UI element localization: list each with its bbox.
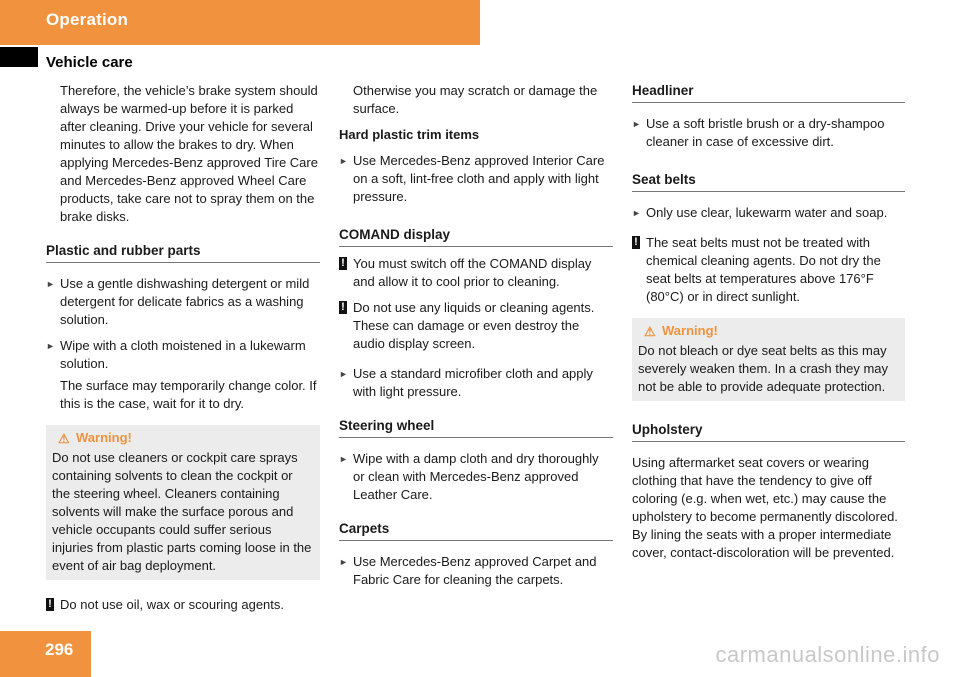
warning-triangle-icon: ⚠ [58,431,70,446]
column-2 [339,82,613,589]
heading-hard-plastic: Hard plastic trim items [339,127,480,142]
heading-steering-wheel: Steering wheel [339,417,613,438]
arrow-icon: ► [339,369,348,379]
bullet-item: ► Use Mercedes-Benz approved Interior Care on a soft, lint-free cloth and apply with light pressure. [339,153,605,204]
page-number: 296 [45,640,74,659]
heading-headliner: Headliner [632,82,905,103]
intro-paragraph: Therefore, the vehicle’s brake system should always be warmed-up before it is parked after cleaning. Drive your vehicle for several minutes to allow the brakes to dry. When applying Mercedes-Benz approved Tire Care and Mercedes-Benz approved Wheel Care products, take care not to spray them on the brake disks. [60,83,318,224]
bullet-followup: The surface may temporarily change color. If this is the case, wait for it to dry. [60,378,317,411]
warning-text: Do not use cleaners or cockpit care sprays containing solvents to clean the cockpit or the steering wheel. Cleaners containing solvents will make the surface porous and vehicle occupants could suffer serious injuries from plastic parts coming loose in the event of air bag deployment. [52,450,312,573]
warning-triangle-icon: ⚠ [644,324,656,339]
warning-box [46,425,320,580]
arrow-icon: ► [339,557,348,567]
note-item: ! The seat belts must not be treated with chemical cleaning agents. Do not dry the seat belts at temperatures above 176°F (80°C) or in direct sunlight. [632,234,905,306]
heading-seat-belts: Seat belts [632,171,905,192]
warning-text: Do not bleach or dye seat belts as this may severely weaken them. In a crash they may not be able to provide adequate protection. [638,343,889,394]
exclamation-icon: ! [339,257,347,270]
warning-title: ⚠ Warning! [644,323,718,339]
bullet-item: ► Use a soft bristle brush or a dry-shampoo cleaner in case of excessive dirt. [632,116,885,149]
heading-carpets: Carpets [339,520,613,541]
exclamation-icon: ! [339,301,347,314]
exclamation-icon: ! [632,236,640,249]
watermark-text: carmanualsonline.info [715,642,940,667]
section-title: Vehicle care [46,54,133,71]
bullet-item: ► Wipe with a damp cloth and dry thoroughly or clean with Mercedes-Benz approved Leather Care. [339,451,599,502]
arrow-icon: ► [632,119,641,129]
arrow-icon: ► [46,341,55,351]
bullet-item: ► Only use clear, lukewarm water and soap. [632,205,888,220]
bullet-item: ► Use a standard microfiber cloth and apply with light pressure. [339,366,593,399]
arrow-icon: ► [46,279,55,289]
column-1 [46,82,320,614]
section-marker [0,47,38,67]
heading-upholstery: Upholstery [632,421,905,442]
page-number-box [0,631,91,677]
heading-comand-display: COMAND display [339,226,613,247]
column-3 [632,82,905,562]
arrow-icon: ► [339,156,348,166]
warning-box [632,318,905,401]
bullet-item: ► Use a gentle dishwashing detergent or mild detergent for delicate fabrics as a washing solution. [46,276,310,327]
exclamation-icon: ! [46,598,54,611]
intro-paragraph: Otherwise you may scratch or damage the surface. [353,83,598,116]
heading-plastic-rubber: Plastic and rubber parts [46,242,320,263]
bullet-item: ► Use Mercedes-Benz approved Carpet and Fabric Care for cleaning the carpets. [339,554,597,587]
note-item: ! Do not use any liquids or cleaning agents. These can damage or even destroy the audio display screen. [339,299,613,353]
arrow-icon: ► [632,208,641,218]
arrow-icon: ► [339,454,348,464]
bullet-item: ► Wipe with a cloth moistened in a lukewarm solution. [46,338,306,371]
note-item: ! You must switch off the COMAND display and allow it to cool prior to cleaning. [339,255,613,291]
chapter-title: Operation [46,10,129,29]
note-item: ! Do not use oil, wax or scouring agents. [46,596,320,614]
warning-title: ⚠ Warning! [58,430,132,446]
upholstery-paragraph: Using aftermarket seat covers or wearing clothing that have the tendency to give off coloring (e.g. when wet, etc.) may cause the upholstery to become permanently discolored. By lining the seats with a proper intermediate cover, contact-discoloration will be prevented. [632,455,898,560]
